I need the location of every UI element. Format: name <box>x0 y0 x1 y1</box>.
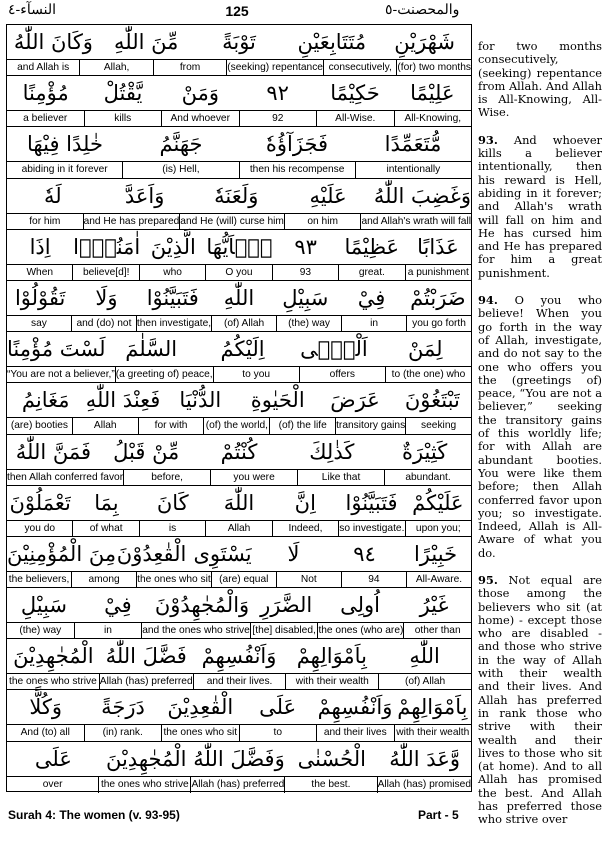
translation-paragraph <box>478 294 602 560</box>
english-gloss-line <box>7 776 471 793</box>
arabic-word: عَلَيْكُمْ <box>412 490 464 515</box>
english-gloss: (for) two months <box>396 60 471 75</box>
english-gloss: 94 <box>341 572 406 587</box>
arabic-word: مُؤْمِنًا <box>22 81 69 106</box>
english-gloss: other than <box>403 623 471 638</box>
arabic-word: اُولِى <box>340 593 381 618</box>
arabic-line <box>7 230 471 264</box>
verse-row <box>7 537 471 588</box>
arabic-word: عَلَى <box>34 746 72 771</box>
arabic-word: سَبِيْلِ <box>20 593 68 618</box>
english-gloss: is <box>139 521 205 536</box>
english-gloss: the ones (who are) <box>317 623 403 638</box>
arabic-word: فِيْ <box>357 285 386 310</box>
arabic-word: لِمَنْ <box>408 337 443 362</box>
verse-number: 94. <box>478 293 498 308</box>
english-gloss: Not <box>276 572 341 587</box>
english-gloss: and Allah is <box>17 62 70 73</box>
arabic-line <box>7 76 471 110</box>
english-gloss: with their wealth <box>394 725 472 740</box>
arabic-word: مِّنْ قَبْلُ <box>113 439 180 464</box>
english-gloss-line <box>7 110 471 127</box>
surah-reference: Surah 4: The women (v. 93-95) <box>8 808 180 822</box>
arabic-word: لَهٗ <box>44 183 62 208</box>
arabic-word: كَذٰلِكَ <box>309 439 355 464</box>
word-by-word-grid <box>6 24 472 792</box>
part-number: Part - 5 <box>418 808 459 822</box>
arabic-word: وَفَضَّلَ اللّٰهُ <box>193 746 285 771</box>
arabic-word: عَرَضَ <box>330 388 380 413</box>
english-gloss: kills <box>84 111 162 126</box>
arabic-word: اللّٰهِ <box>409 644 440 669</box>
verse-row <box>7 383 471 434</box>
english-gloss: the ones who sit <box>136 572 211 587</box>
arabic-word: فِيْ <box>104 593 132 618</box>
english-gloss-line <box>7 366 471 383</box>
verse-row <box>7 179 471 230</box>
english-gloss: who <box>139 265 205 280</box>
arabic-word: مِّنَ اللّٰهِ <box>114 30 179 54</box>
arabic-word: الْمُجٰهِدِيْنَ <box>13 644 94 669</box>
arabic-word: ٩٣ <box>294 234 317 259</box>
english-gloss: so investigate. <box>338 521 404 536</box>
english-gloss: then his recompense <box>239 162 355 177</box>
english-gloss: and their lives. <box>193 674 286 689</box>
english-gloss: the believers, <box>8 573 70 585</box>
english-gloss: great. <box>338 265 404 280</box>
arabic-word: لَا <box>287 541 300 566</box>
arabic-word: بِاَمْوَالِهِمْ <box>296 644 367 669</box>
english-gloss-line <box>7 724 471 741</box>
english-gloss: transitory gains <box>335 418 405 433</box>
english-gloss: say <box>31 317 47 329</box>
page-number: 125 <box>225 3 249 19</box>
arabic-word: فَضَّلَ اللّٰهُ <box>105 644 187 669</box>
arabic-word: اللّٰهِ <box>223 285 255 310</box>
arabic-word: عَلَى <box>259 695 297 720</box>
arabic-word: خٰلِدًا فِيْهَا <box>27 132 103 157</box>
english-gloss: O you <box>205 265 271 280</box>
arabic-word: خَبِيْرًا <box>413 541 458 566</box>
arabic-word: اَلْقٰۤى <box>300 337 368 362</box>
arabic-word: مَغَانِمُ <box>21 388 70 413</box>
arabic-line <box>7 179 471 213</box>
arabic-word: عَلِيْمًا <box>410 81 455 106</box>
english-gloss: then investigate, <box>136 316 211 331</box>
english-gloss: abiding in it forever <box>21 164 108 176</box>
arabic-word: الْقٰعِدِيْنَ <box>167 695 234 720</box>
verse-row <box>7 435 471 486</box>
english-gloss: upon you; <box>405 521 471 536</box>
arabic-line <box>7 25 471 59</box>
translation-column <box>478 40 602 841</box>
english-gloss: Allah (has) preferred <box>99 674 193 689</box>
arabic-word: وَكَانَ اللّٰهُ <box>13 30 93 54</box>
arabic-word: الْقٰعِدُوْنَ <box>116 541 187 566</box>
arabic-word: اِلَيْكُمُ <box>220 337 265 362</box>
english-gloss: before, <box>123 470 210 485</box>
english-gloss: to <box>239 725 317 740</box>
verse-row <box>7 25 471 76</box>
english-gloss: (is) Hell, <box>122 162 238 177</box>
arabic-word: عَذَابًا <box>417 234 459 259</box>
arabic-word: عَظِيْمًا <box>344 234 400 259</box>
translation-paragraph <box>478 40 602 120</box>
english-gloss: intentionally <box>355 162 471 177</box>
arabic-word: فَعِنْدَ اللّٰهِ <box>85 388 161 413</box>
english-gloss: you go forth <box>406 316 471 331</box>
arabic-word: بِاَمْوَالِهِمْ <box>397 695 468 720</box>
arabic-line <box>7 332 471 366</box>
arabic-word: الَّذِيْنَ <box>150 234 196 259</box>
english-gloss: you do <box>24 522 56 534</box>
english-gloss-line <box>7 264 471 281</box>
verse-row <box>7 486 471 537</box>
arabic-word: وَمَنْ <box>181 81 220 106</box>
english-gloss: in <box>341 316 406 331</box>
arabic-word: تَبْتَغُوْنَ <box>404 388 460 413</box>
english-gloss: to (the one) who <box>385 367 471 382</box>
arabic-word: مُتَتَابِعَيْنِ <box>297 30 367 54</box>
verse-row <box>7 281 471 332</box>
english-gloss: And whoever <box>161 111 239 126</box>
arabic-line <box>7 435 471 469</box>
arabic-word: وَاَعَدَّ <box>124 183 165 208</box>
arabic-word: وَغَضِبَ اللّٰهُ <box>373 183 471 208</box>
english-gloss: a believer <box>23 113 68 125</box>
juz-name-arabic: والمحصنت-٥ <box>385 2 460 18</box>
arabic-word: مُّتَعَمِّدًا <box>384 132 442 157</box>
english-gloss: and (do) not <box>71 316 136 331</box>
english-gloss: (of) the world, <box>203 418 269 433</box>
english-gloss: All-Wise. <box>316 111 394 126</box>
english-gloss: for him <box>29 215 61 227</box>
english-gloss: and He (will) curse him <box>179 214 284 229</box>
english-gloss: All-Aware. <box>406 572 471 587</box>
arabic-word: وَلَعَنَهٗ <box>214 183 259 208</box>
translation-text: O you who believe! When you go forth in the way of Allah, investigate, and do not say to the one who offers you the (greetings of) peace, “You are not a believer,” seeking the transitory gains of this worldly life; for with Allah are abundant booties. You were like them before; then Allah conferred favor upon you; so investigate. Indeed, Allah is All-Aware of what you do. <box>478 293 603 560</box>
arabic-word: دَرَجَةً <box>101 695 145 720</box>
english-gloss: Allah (has) preferred <box>190 777 284 793</box>
english-gloss: offers <box>299 367 385 382</box>
arabic-word: وَاَنْفُسِهِمْ <box>317 695 393 720</box>
english-gloss: believe[d]! <box>72 265 138 280</box>
english-gloss: Allah (has) promised <box>377 777 471 793</box>
arabic-line <box>7 281 471 315</box>
arabic-word: مِنَ الْمُؤْمِنِيْنَ <box>7 541 117 566</box>
english-gloss: in <box>74 623 142 638</box>
english-gloss: the ones who strive <box>98 777 190 793</box>
verse-row <box>7 76 471 127</box>
arabic-word: جَهَنَّمُ <box>159 132 203 157</box>
arabic-word: سَبِيْلِ <box>282 285 329 310</box>
arabic-word: لَسْتَ مُؤْمِنًا <box>6 337 106 362</box>
arabic-word: الدُّنْيَا <box>179 388 222 413</box>
arabic-line <box>7 486 471 520</box>
english-gloss: (in) rank. <box>84 725 162 740</box>
arabic-word: تَوْبَةً <box>222 30 256 54</box>
english-gloss: When <box>26 266 54 278</box>
arabic-word: اٰمَنُوْۤا <box>73 234 141 259</box>
english-gloss: on him <box>284 214 361 229</box>
translation-paragraph <box>478 134 602 280</box>
verse-row <box>7 332 471 383</box>
arabic-line <box>7 690 471 724</box>
arabic-word: وَكُلًّا <box>29 695 63 720</box>
arabic-word: يٰۤاَيُّهَا <box>206 234 273 259</box>
english-gloss: And (to) all <box>20 727 70 739</box>
english-gloss: from <box>153 60 226 75</box>
english-gloss: (of) Allah <box>378 674 471 689</box>
english-gloss-line <box>7 622 471 639</box>
english-gloss: then Allah conferred favor <box>7 471 124 483</box>
english-gloss: and the ones who strive <box>141 623 250 638</box>
arabic-word: يَسْتَوِى <box>193 541 252 566</box>
verse-number: 95. <box>478 572 498 587</box>
english-gloss: Allah <box>72 418 138 433</box>
english-gloss: Indeed, <box>272 521 338 536</box>
english-gloss: for with <box>138 418 204 433</box>
english-gloss: (the) way <box>276 316 341 331</box>
english-gloss: [the] disabled, <box>250 623 318 638</box>
english-gloss-line <box>7 469 471 486</box>
english-gloss: 92 <box>239 111 317 126</box>
translation-text: And whoever kills a believer intentionally, then his reward is Hell, abiding in it forever; and Allah's wrath will fall on him and He has cursed him and He has prepared for him a great punishment. <box>478 132 603 280</box>
arabic-word: وَالْمُجٰهِدُوْنَ <box>154 593 250 618</box>
surah-name-arabic: النسآء-٤ <box>8 2 56 18</box>
english-gloss: seeking <box>405 418 471 433</box>
english-gloss: (are) equal <box>211 572 276 587</box>
english-gloss: (are) booties <box>10 420 69 432</box>
arabic-word: ٩٢ <box>266 81 289 106</box>
arabic-word: فَتَبَيَّنُوْا <box>345 490 398 515</box>
english-gloss: consecutively, <box>323 60 396 75</box>
arabic-word: عَلَيْهِ <box>309 183 347 208</box>
arabic-line <box>7 383 471 417</box>
english-gloss-line <box>7 673 471 690</box>
arabic-word: ضَرَبْتُمْ <box>410 285 466 310</box>
english-gloss: (a greeting of) peace, <box>115 367 213 382</box>
english-gloss: Allah, <box>79 60 152 75</box>
english-gloss: you were <box>210 470 297 485</box>
arabic-word: فَجَزَآؤُهٗ <box>265 132 329 157</box>
english-gloss: among <box>71 572 136 587</box>
verse-row <box>7 127 471 178</box>
arabic-word: الْحَيٰوةِ <box>250 388 305 413</box>
english-gloss-line <box>7 213 471 230</box>
english-gloss: and He has prepared <box>83 214 180 229</box>
verse-row <box>7 639 471 690</box>
page-footer <box>8 805 598 825</box>
english-gloss: Allah <box>205 521 271 536</box>
arabic-word: وَاَنْفُسِهِمْ <box>201 644 277 669</box>
arabic-word: تَعْمَلُوْنَ <box>9 490 71 515</box>
translation-paragraph <box>478 574 602 827</box>
arabic-word: فَتَبَيَّنُوْا <box>146 285 199 310</box>
english-gloss: “You are not a believer,” <box>6 369 115 381</box>
english-gloss: to you <box>213 367 299 382</box>
english-gloss: of what <box>72 521 138 536</box>
english-gloss: (the) way <box>19 625 62 637</box>
english-gloss-line <box>7 59 471 76</box>
arabic-line <box>7 588 471 622</box>
verse-row <box>7 742 471 793</box>
verse-number: 93. <box>478 132 498 147</box>
arabic-word: غَيْرُ <box>419 593 449 618</box>
english-gloss: the ones who sit <box>161 725 239 740</box>
english-gloss: 93 <box>272 265 338 280</box>
arabic-word: الْحُسْنٰى <box>297 746 366 771</box>
arabic-word: وَّعَدَ اللّٰهُ <box>389 746 461 771</box>
arabic-line <box>7 127 471 161</box>
english-gloss: and their lives <box>316 725 394 740</box>
arabic-word: اِذَا <box>29 234 51 259</box>
arabic-word: ٩٤ <box>353 541 376 566</box>
arabic-word: كَثِيْرَةٌ <box>401 439 448 464</box>
arabic-word: بِمَا <box>94 490 119 515</box>
english-gloss: abundant. <box>384 470 471 485</box>
arabic-word: كَانَ <box>156 490 189 515</box>
arabic-word: كُنْتُمْ <box>220 439 258 464</box>
english-gloss: with their wealth <box>285 674 378 689</box>
english-gloss: (of) the life <box>269 418 335 433</box>
verse-row <box>7 230 471 281</box>
arabic-word: حَكِيْمًا <box>330 81 380 106</box>
english-gloss: and Allah's wrath will fall <box>360 214 471 229</box>
arabic-word: اِنَّ <box>294 490 316 515</box>
arabic-word: تَقُوْلُوْا <box>14 285 66 310</box>
arabic-word: فَمَنَّ اللّٰهُ <box>15 439 92 464</box>
arabic-word: شَهْرَيْنِ <box>394 30 455 54</box>
english-gloss: Like that <box>297 470 384 485</box>
english-gloss: the ones who strive <box>9 676 97 688</box>
english-gloss-line <box>7 520 471 537</box>
english-gloss: (of) Allah <box>211 316 276 331</box>
english-gloss: (seeking) repentance <box>226 60 323 75</box>
english-gloss-line <box>7 315 471 332</box>
english-gloss: over <box>42 778 63 790</box>
translation-text: Not equal are those among the believers who sit (at home) - except those who are disabled - and those who strive in the way of Allah with their wealth and their lives. And Allah has preferred in rank those who strive with their wealth and their lives to those who sit (at home). And to all Allah has promised the best. And Allah has preferred those who strive over <box>478 572 602 827</box>
arabic-word: اللّٰهَ <box>223 490 255 515</box>
english-gloss-line <box>7 571 471 588</box>
english-gloss-line <box>7 417 471 434</box>
english-gloss: a punishment <box>405 265 471 280</box>
translation-text: for two months consecutively, (seeking) repentance from Allah. And Allah is All-Knowing, All-Wise. <box>478 39 602 120</box>
page-header <box>0 0 607 22</box>
arabic-word: الْمُجٰهِدِيْنَ <box>105 746 187 771</box>
english-gloss-line <box>7 161 471 178</box>
arabic-word: وَلَا <box>95 285 118 310</box>
arabic-word: يَّقْتُلْ <box>103 81 143 106</box>
arabic-line <box>7 639 471 673</box>
arabic-line <box>7 537 471 571</box>
arabic-word: السَّلٰمَ <box>125 337 178 362</box>
verse-row <box>7 690 471 741</box>
arabic-word: الضَّرَرِ <box>260 593 313 618</box>
arabic-line <box>7 742 471 776</box>
english-gloss: All-Knowing, <box>394 111 472 126</box>
english-gloss: the best. <box>284 777 376 793</box>
verse-row <box>7 588 471 639</box>
